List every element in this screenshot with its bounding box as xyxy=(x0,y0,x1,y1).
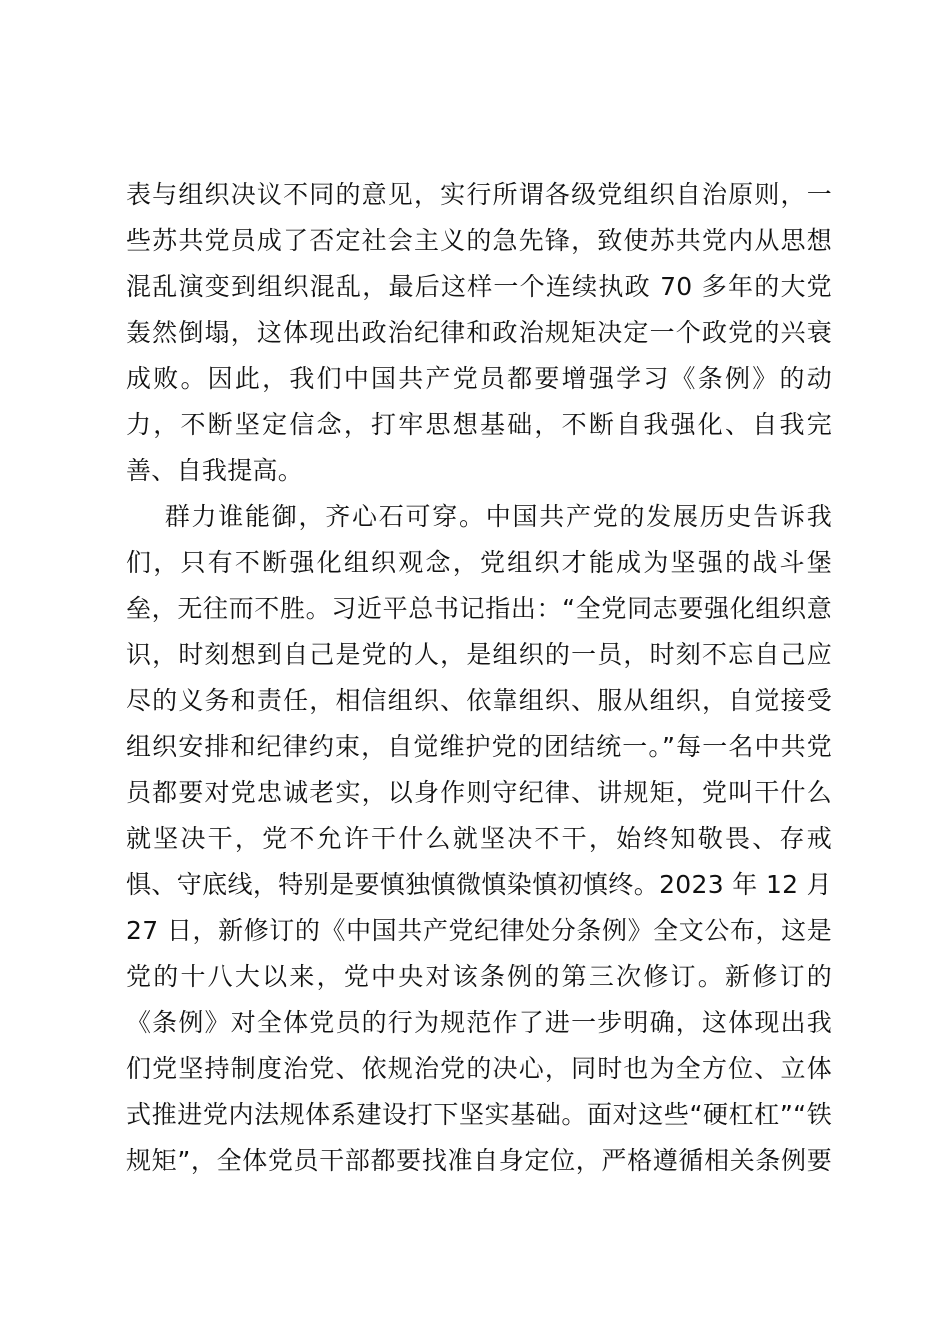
text-line: 识，时刻想到自己是党的人，是组织的一员，时刻不忘自己应 xyxy=(126,640,832,669)
text-line: 力，不断坚定信念，打牢思想基础，不断自我强化、自我完 xyxy=(126,410,832,439)
text-line: 善、自我提高。 xyxy=(126,456,304,485)
text-line: 规矩”，全体党员干部都要找准自身定位，严格遵循相关条例要 xyxy=(126,1146,832,1175)
paragraph-start-line: 群力谁能御，齐心石可穿。中国共产党的发展历史告诉我 xyxy=(126,502,832,531)
text-line: 们，只有不断强化组织观念，党组织才能成为坚强的战斗堡 xyxy=(126,548,832,577)
text-line: 轰然倒塌，这体现出政治纪律和政治规矩决定一个政党的兴衰 xyxy=(126,318,832,347)
text-line: 成败。因此，我们中国共产党员都要增强学习《条例》的动 xyxy=(126,364,832,393)
text-line: 式推进党内法规体系建设打下坚实基础。面对这些“硬杠杠”“铁 xyxy=(126,1100,832,1129)
text-line: 组织安排和纪律约束，自觉维护党的团结统一。”每一名中共党 xyxy=(126,732,832,761)
text-line: 垒，无往而不胜。习近平总书记指出：“全党同志要强化组织意 xyxy=(126,594,832,623)
text-line: 们党坚持制度治党、依规治党的决心，同时也为全方位、立体 xyxy=(126,1054,832,1083)
text-line: 表与组织决议不同的意见，实行所谓各级党组织自治原则，一 xyxy=(126,180,832,209)
text-line: 就坚决干，党不允许干什么就坚决不干，始终知敬畏、存戒 xyxy=(126,824,832,853)
text-line: 惧、守底线，特别是要慎独慎微慎染慎初慎终。2023 年 12 月 xyxy=(126,870,832,899)
text-line: 混乱演变到组织混乱，最后这样一个连续执政 70 多年的大党 xyxy=(126,272,832,301)
text-line: 27 日，新修订的《中国共产党纪律处分条例》全文公布，这是 xyxy=(126,916,832,945)
text-line: 尽的义务和责任，相信组织、依靠组织、服从组织，自觉接受 xyxy=(126,686,832,715)
body-text xyxy=(126,172,832,1184)
text-line: 《条例》对全体党员的行为规范作了进一步明确，这体现出我 xyxy=(126,1008,832,1037)
text-line: 党的十八大以来，党中央对该条例的第三次修订。新修订的 xyxy=(126,962,832,991)
text-line: 员都要对党忠诚老实，以身作则守纪律、讲规矩，党叫干什么 xyxy=(126,778,832,807)
text-line: 些苏共党员成了否定社会主义的急先锋，致使苏共党内从思想 xyxy=(126,226,832,255)
